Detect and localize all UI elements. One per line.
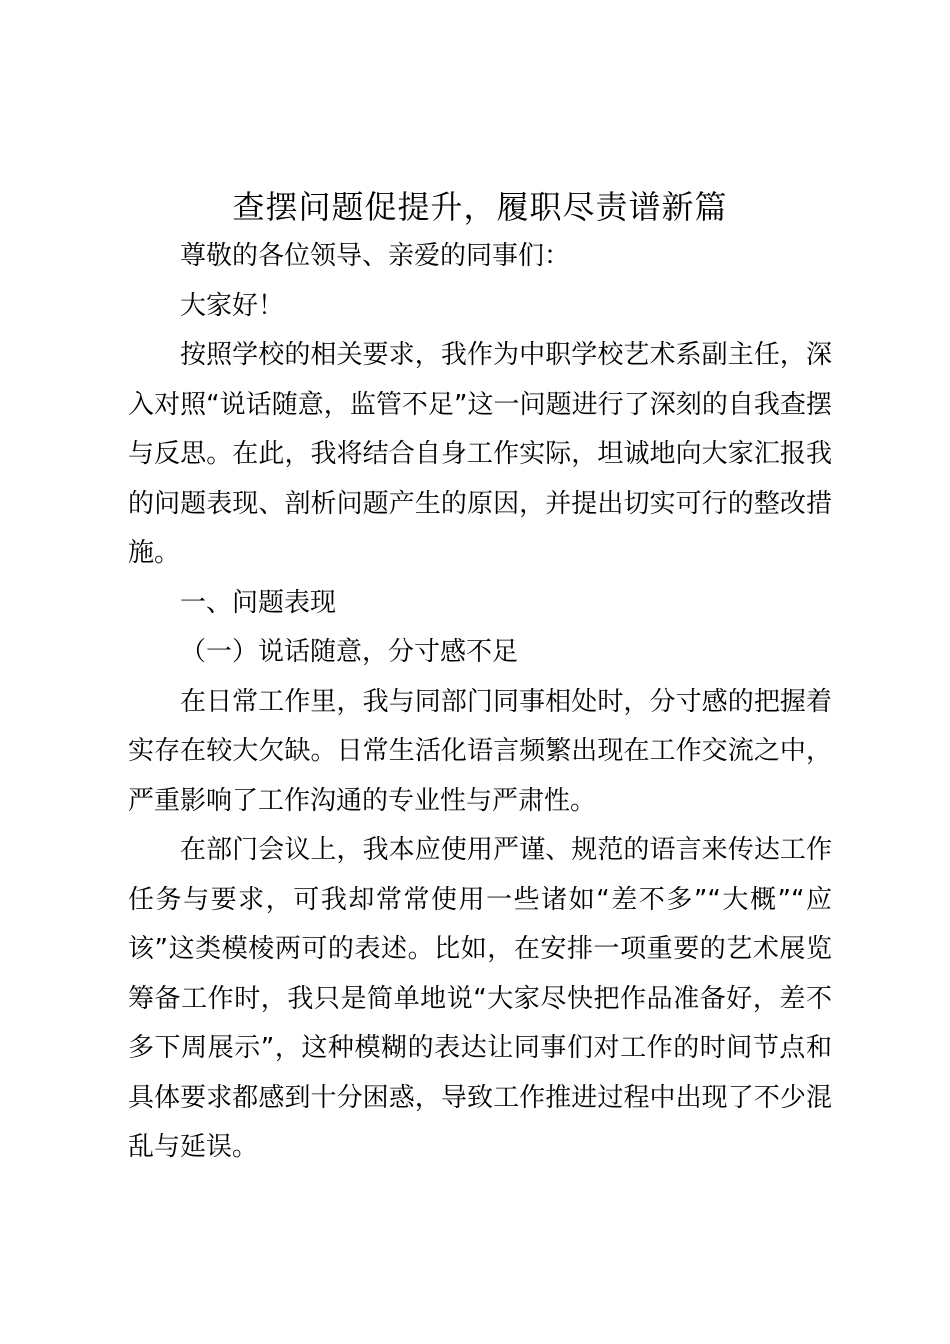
document-title: 查摆问题促提升，履职尽责谱新篇	[232, 188, 728, 226]
body-paragraph: 在日常工作里，我与同部门同事相处时，分寸感的把握着实存在较大欠缺。日常生活化语言频繁出现在工作交流之中，严重影响了工作沟通的专业性与严肃性。	[128, 686, 832, 816]
subsection-heading: （一）说话随意，分寸感不足	[180, 637, 519, 667]
salutation: 尊敬的各位领导、亲爱的同事们：	[180, 241, 571, 271]
intro-paragraph: 按照学校的相关要求，我作为中职学校艺术系副主任，深入对照“说话随意，监管不足”这一问题进行了深刻的自我查摆与反思。在此，我将结合自身工作实际，坦诚地向大家汇报我的问题表现、剖析问题产生的原因，并提出切实可行的整改措施。	[128, 340, 832, 568]
section-heading: 一、问题表现	[180, 587, 337, 618]
document-body	[128, 182, 832, 1173]
body-paragraph: 在部门会议上，我本应使用严谨、规范的语言来传达工作任务与要求，可我却常常使用一些诸如“差不多”“大概”“应该”这类模棱两可的表述。比如，在安排一项重要的艺术展览筹备工作时，我只是简单地说“大家尽快把作品准备好，差不多下周展示”，这种模糊的表达让同事们对工作的时间节点和具体要求都感到十分困惑，导致工作推进过程中出现了不少混乱与延误。	[128, 835, 832, 1162]
greeting: 大家好！	[180, 290, 285, 321]
